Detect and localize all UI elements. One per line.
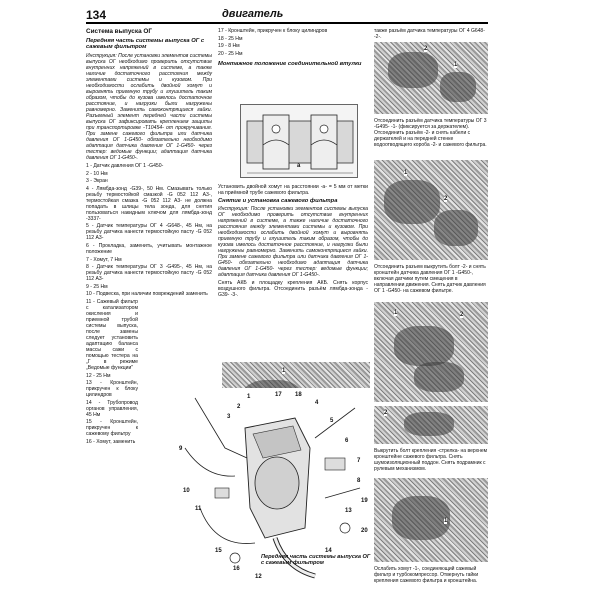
list-item: 7 - Хомут, 7 Нм xyxy=(86,256,122,263)
callout-label: 1 xyxy=(394,310,398,316)
list-item: 3 - Экран xyxy=(86,178,108,185)
bushing-heading: Монтажное положение соединительной втулки xyxy=(218,60,362,67)
page-header xyxy=(86,10,488,24)
column-middle xyxy=(218,28,368,70)
callout-label: 2 xyxy=(460,312,464,318)
callout-label: a xyxy=(297,163,301,169)
list-item: 5 - Датчик температуры ОГ 4 -G648-, 45 Нм, на резьбу датчика нанести термостойкую пасту -G 052 112 А3- xyxy=(86,223,212,242)
list-item: 9 - 25 Нм xyxy=(86,283,108,290)
callout-label: 13 xyxy=(345,508,352,514)
bushing-figure xyxy=(240,104,358,178)
list-item: 4 - Лямбда-зонд -G39-, 50 Нм. Смазывать только резьбу термостойкой смазкой -G 052 112 А3-, термостойкая смазка -G 052 112 А3- не должна попадать в шлицы тела зонда, для снятия пользоваться накидным ключом для лямбда-зонд -3337- xyxy=(86,185,212,222)
callout-label: 16 xyxy=(233,566,240,572)
callout-label: 20 xyxy=(361,528,368,534)
callout-label: 2 xyxy=(424,46,428,52)
callout-label: 1 xyxy=(444,518,448,524)
section-title: двигатель xyxy=(222,8,284,20)
list-item: 8 - Датчик температуры ОГ 3 -G495-, 45 Нм, на резьбу датчика нанести термостойкую пасту -G 052 112 А3- xyxy=(86,264,212,283)
list-item: 12 - 25 Нм xyxy=(86,372,111,379)
callout-label: 18 xyxy=(295,392,302,398)
list-item: 1 - Датчик давления ОГ 1 -G450- xyxy=(86,163,164,170)
callout-label: 5 xyxy=(330,418,334,424)
callout-label: 6 xyxy=(345,438,349,444)
callout-label: 4 xyxy=(315,400,319,406)
list-item: 18 - 25 Нм xyxy=(218,35,243,42)
diagram-caption: Передняя часть системы выпуска ОГ с сажевым фильтром xyxy=(261,554,371,567)
column-left xyxy=(86,28,212,447)
callout-label: 17 xyxy=(275,392,282,398)
instruction-note: Инструкция: После установки элементов системы выпуска ОГ необходимо проверить отсутствие внутренних напряжений в системе, а также наличие достаточного расстояния между элементами системы и кузовом. При необходимости ослабить двойной хомут и выровнять приемную трубу и глушитель таким образом, чтобы до кузова имелось достаточное расстояние, и нагрузки были нагружены равномерно. Заменить самоконтрящиеся гайки. При замене сажевого фильтра или датчика давления ОГ 1-G450- обязательно необходимо адаптация датчика давления ОГ 1-G450- через тестер: ведомые функции; адаптация датчика давления ОГ 1-G450-. xyxy=(218,206,368,279)
callout-label: 3 xyxy=(227,414,231,420)
callout-label: 14 xyxy=(325,548,332,554)
callout-label: 1 xyxy=(454,62,458,68)
list-item: 16 - Хомут, заменить xyxy=(86,439,136,445)
callout-label: 1 xyxy=(404,170,408,176)
subsection-heading: Передняя часть системы выпуска ОГ с сажевым фильтром xyxy=(86,37,205,51)
instruction-note: Инструкция: После установки элементов системы выпуска ОГ необходимо проверить отсутствие внутренних напряжений в системе, а также наличие достаточного расстояния между элементами системы и кузовом. При необходимости ослабить двойной хомут и выровнять приемную трубу и глушитель таким образом, чтобы до кузова имелось достаточное расстояние, и нагрузки были нагружены равномерно. Заменить самоконтрящиеся гайки. Разъемный элемент передней части системы выпуска ОГ зафиксировать креплением защиты при транспортировке -T10454- от прокручивания. При замене сажевого фильтра или датчика давления ОГ 1-G450- обязательно необходимо адаптация датчика давления ОГ 1-G450- через тестер: ведомые функции; адаптация датчика давления ОГ 1-G450-. xyxy=(86,53,212,162)
list-item: 13 - Кронштейн, прикручен к блоку цилиндров xyxy=(86,380,138,399)
list-item: 17 - Кронштейн, прикручен к блоку цилиндров xyxy=(218,28,328,34)
list-item: 10 - Подвеска, при наличии повреждений заменить xyxy=(86,291,208,298)
callout-label: 19 xyxy=(361,498,368,504)
photo-sensor-2 xyxy=(374,160,488,260)
callout-label: 7 xyxy=(357,458,361,464)
removal-text: Снять АКБ и площадку крепления АКБ. Снять корпус воздушного фильтра. Отсоединить разъём лямбда-зонда -G39- -3-. xyxy=(218,280,368,299)
callout-label: 15 xyxy=(215,548,222,554)
photo-arrow xyxy=(374,406,488,444)
photo-bracket xyxy=(374,302,488,402)
list-item: 2 - 10 Нм xyxy=(86,170,108,177)
caption-step-1: Отсоединить разъём датчика температуры ОГ 3 -G495- -1- (фиксируется за держателем). Отсоединить разъём -2- и снять кабели с держателей и на передней стенке водоотводящего короба -2- и сажевого фильтра. xyxy=(374,118,487,148)
column-middle-lower xyxy=(218,184,368,300)
removal-heading: Снятие и установка сажевого фильтра xyxy=(218,197,338,204)
callout-label: 12 xyxy=(255,574,262,580)
list-item: 6 - Прокладка, заменить, учитывать монтажное положение xyxy=(86,243,212,256)
callout-label: 2 xyxy=(237,404,241,410)
page-number: 134 xyxy=(86,8,107,22)
list-item: 11 - Сажевый фильтр с катализатором окисления и приемной трубой системы выпуска, после замены следует установить адаптацию баланса массы сажи с помощью тестера на „Г в режиме „Ведомые функции" xyxy=(86,299,138,372)
list-item: 15 - Кронштейн, прикручен к сажевому фильтру xyxy=(86,419,138,438)
callout-label: 1 xyxy=(282,368,286,374)
list-item: 19 - 8 Нм xyxy=(218,43,240,50)
callout-label: 2 xyxy=(384,410,388,416)
section-heading: Система выпуска ОГ xyxy=(86,28,152,35)
caption-step-3: Выкрутить болт крепления -стрелка- на верхнем кронштейне сажевого фильтра. Снять шумоизоляционный поддон. Снять подрамник с рулевым механизмом. xyxy=(374,448,488,472)
callout-label: 9 xyxy=(179,446,183,452)
exhaust-diagram xyxy=(175,388,375,590)
callout-label: 2 xyxy=(444,196,448,202)
list-item: 14 - Трубопровод органов управления, 45 Нм xyxy=(86,399,138,418)
list-item: 20 - 25 Нм xyxy=(218,50,243,57)
photo-clamp xyxy=(374,478,488,562)
callout-label: 10 xyxy=(183,488,190,494)
callout-label: 11 xyxy=(195,506,202,512)
caption-step-2: Отсоединить разъем выкрутить болт -2- и снять кронштейн датчика давления ОГ 1 -G450-, включая датчики путем смещения в направлении движения. Снять датчик давления ОГ 1 -G450- на сажевом фильтре. xyxy=(374,264,486,294)
callout-label: 8 xyxy=(357,478,361,484)
photo-sensor-1 xyxy=(374,42,488,114)
callout-label: 1 xyxy=(247,394,251,400)
bushing-instruction: Установить двойной хомут на расстоянии -а- = 5 мм от метки на приёмной трубе сажевого фильтра. xyxy=(218,184,368,196)
col3-text-top: также разъём датчика температуры ОГ 4 G648- -2-. xyxy=(374,28,485,40)
caption-step-4: Ослабить хомут -1-, соединяющий сажевый фильтр и турбокомпрессор. Отвернуть гайки крепления сажевого фильтра и кронштейна. xyxy=(374,566,479,584)
